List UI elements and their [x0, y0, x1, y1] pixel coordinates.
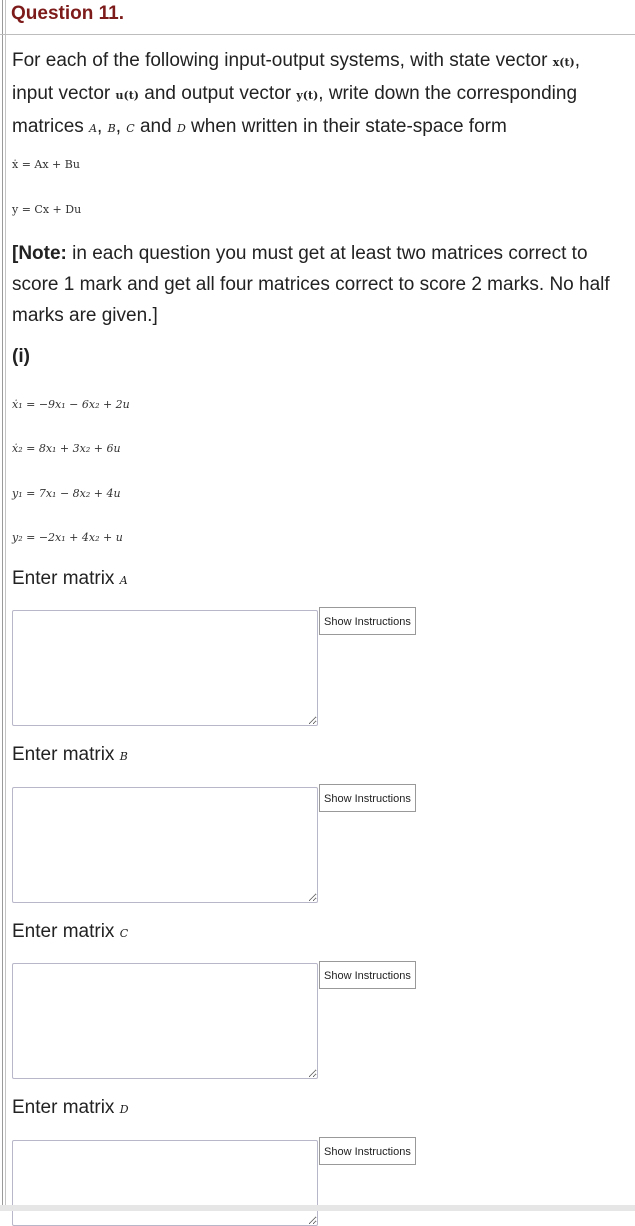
matrix-c-symbol: C	[119, 927, 129, 940]
equation-y2: y₂ = −2x₁ + 4x₂ + u	[12, 531, 123, 544]
show-instructions-button-c[interactable]: Show Instructions	[319, 961, 416, 989]
equation-y1: y₁ = 7x₁ − 8x₂ + 4u	[12, 487, 121, 500]
intro-text: and	[134, 116, 177, 137]
state-vector-symbol: x(t)	[552, 56, 575, 69]
matrix-b-label	[12, 744, 128, 766]
matrix-a-symbol: A	[89, 122, 98, 135]
question-header	[0, 0, 635, 35]
matrix-a-label	[12, 568, 128, 590]
intro-text: input vector	[12, 83, 116, 104]
matrix-a-input[interactable]	[12, 610, 318, 726]
matrix-b-input[interactable]	[12, 787, 318, 903]
intro-text: ,	[97, 116, 108, 137]
matrix-c-symbol: C	[126, 122, 135, 135]
matrix-d-label	[12, 1097, 129, 1119]
show-instructions-button-b[interactable]: Show Instructions	[319, 784, 416, 812]
intro-text: ,	[115, 116, 127, 137]
intro-text: matrices	[12, 116, 90, 137]
left-border	[2, 0, 3, 1211]
matrix-d-symbol: D	[176, 122, 186, 135]
intro-text: ,	[574, 50, 581, 71]
question-intro	[12, 45, 630, 144]
show-instructions-button-a[interactable]: Show Instructions	[319, 607, 416, 635]
show-instructions-button-d[interactable]: Show Instructions	[319, 1137, 416, 1165]
bottom-scroll-area	[0, 1205, 635, 1211]
label-text: Enter matrix	[12, 744, 120, 765]
intro-text: and output vector	[139, 83, 297, 104]
label-text: Enter matrix	[12, 1097, 120, 1118]
part-label: (i)	[12, 346, 30, 367]
matrix-b-symbol: B	[107, 122, 116, 135]
question-title: Question 11.	[11, 3, 124, 24]
note-label: [Note:	[12, 243, 67, 264]
matrix-d-input[interactable]	[12, 1140, 318, 1226]
note-paragraph	[12, 238, 632, 331]
label-text: Enter matrix	[12, 568, 120, 589]
intro-text: when written in their state-space form	[185, 116, 507, 137]
equation-x1-dot: ẋ₁ = −9x₁ − 6x₂ + 2u	[12, 398, 130, 411]
matrix-a-symbol: A	[119, 574, 128, 587]
intro-paragraph	[12, 45, 630, 144]
note-text: in each question you must get at least two matrices correct to score 1 mark and get all four matrices correct to score 2 marks. No half marks are given.]	[12, 243, 610, 326]
matrix-c-input[interactable]	[12, 963, 318, 1079]
output-equation: y = Cx + Du	[12, 203, 82, 216]
label-text: Enter matrix	[12, 921, 120, 942]
output-vector-symbol: y(t)	[296, 89, 319, 102]
equation-x2-dot: ẋ₂ = 8x₁ + 3x₂ + 6u	[12, 442, 121, 455]
matrix-d-symbol: D	[119, 1103, 129, 1116]
matrix-c-label	[12, 921, 128, 943]
matrix-b-symbol: B	[119, 750, 128, 763]
input-vector-symbol: u(t)	[115, 89, 139, 102]
intro-text: , write down the corresponding	[318, 83, 578, 104]
state-equation: ẋ = Ax + Bu	[12, 158, 80, 171]
intro-text: For each of the following input-output systems, with state vector	[12, 50, 553, 71]
left-border-inner	[5, 0, 6, 1211]
